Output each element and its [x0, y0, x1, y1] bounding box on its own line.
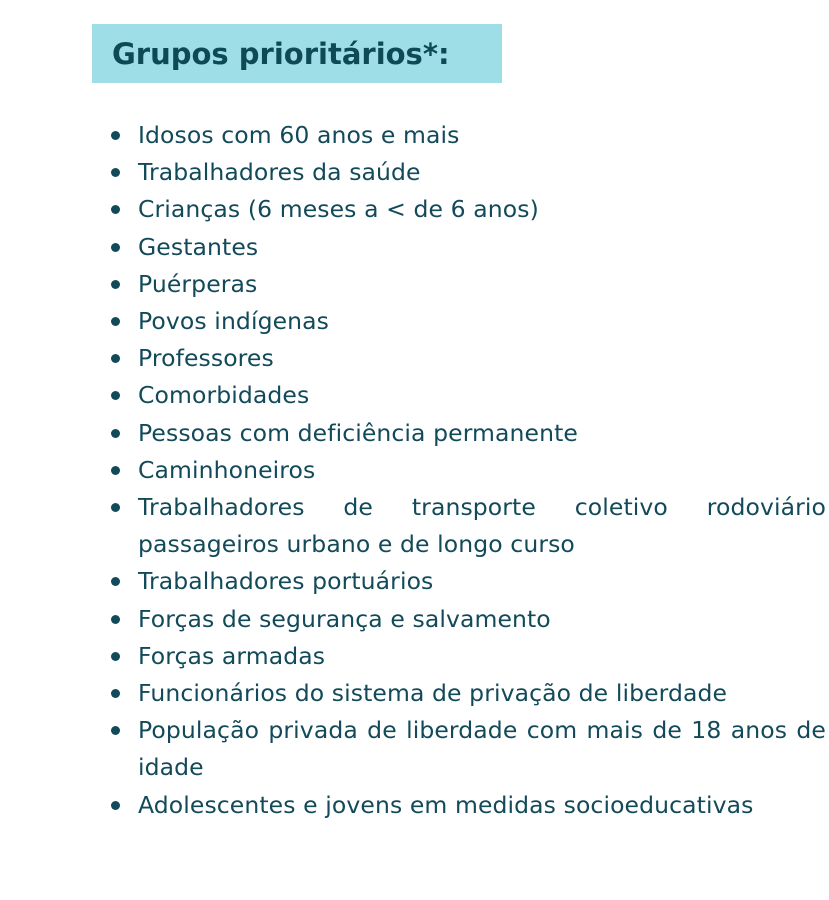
list-item	[108, 154, 826, 191]
list-item-text: Idosos com 60 anos e mais	[138, 121, 460, 149]
list-item	[108, 489, 826, 563]
bullet-icon	[111, 205, 120, 214]
bullet-icon	[111, 615, 120, 624]
list-item-text: Trabalhadores portuários	[138, 567, 434, 596]
bullet-icon	[111, 243, 120, 252]
list-item-text: Forças de segurança e salvamento	[138, 604, 551, 633]
list-item-text: Comorbidades	[138, 381, 310, 410]
list-item-text: Puérperas	[138, 269, 258, 298]
list-item-text: Pessoas com deficiência permanente	[138, 418, 578, 447]
list-item	[108, 712, 826, 786]
list-item	[108, 675, 826, 712]
list-item-text: Gestantes	[138, 232, 259, 261]
bullet-icon	[111, 391, 120, 400]
page-title: Grupos prioritários*:	[112, 36, 450, 71]
bullet-icon	[111, 652, 120, 661]
bullet-icon	[111, 317, 120, 326]
bullet-icon	[111, 503, 120, 512]
list-item	[108, 787, 826, 824]
list-item	[108, 229, 826, 266]
title-banner	[92, 24, 502, 83]
list-item-text: Crianças (6 meses a < de 6 anos)	[138, 195, 539, 224]
list-item	[108, 377, 826, 414]
bullet-icon	[111, 726, 120, 735]
list-item	[108, 452, 826, 489]
list-item	[108, 638, 826, 675]
list-item	[108, 415, 826, 452]
list-item-text: Funcionários do sistema de privação de liberdade	[138, 679, 728, 708]
bullet-icon	[111, 801, 120, 810]
bullet-icon	[111, 689, 120, 698]
bullet-icon	[111, 429, 120, 438]
list-item	[108, 340, 826, 377]
list-item-text: Trabalhadores de transporte coletivo rodoviário passageiros urbano e de longo curso	[138, 493, 826, 559]
list-item	[108, 191, 826, 228]
list-item	[108, 303, 826, 340]
list-item-text: Trabalhadores da saúde	[138, 158, 421, 187]
bullet-icon	[111, 280, 120, 289]
list-item	[108, 563, 826, 600]
list-item	[108, 266, 826, 303]
bullet-icon	[111, 354, 120, 363]
list-item	[108, 117, 826, 154]
bullet-icon	[111, 466, 120, 475]
bullet-icon	[111, 577, 120, 586]
list-item-text: Professores	[138, 344, 274, 373]
bullet-icon	[111, 131, 120, 140]
list-item-text: Povos indígenas	[138, 307, 329, 336]
priority-groups-list	[108, 117, 826, 824]
list-item-text: Forças armadas	[138, 641, 326, 670]
list-item-text: População privada de liberdade com mais de 18 anos de idade	[138, 716, 826, 782]
bullet-icon	[111, 168, 120, 177]
list-item-text: Caminhoneiros	[138, 455, 316, 484]
list-item-text: Adolescentes e jovens em medidas socioeducativas	[138, 790, 754, 819]
list-item	[108, 601, 826, 638]
